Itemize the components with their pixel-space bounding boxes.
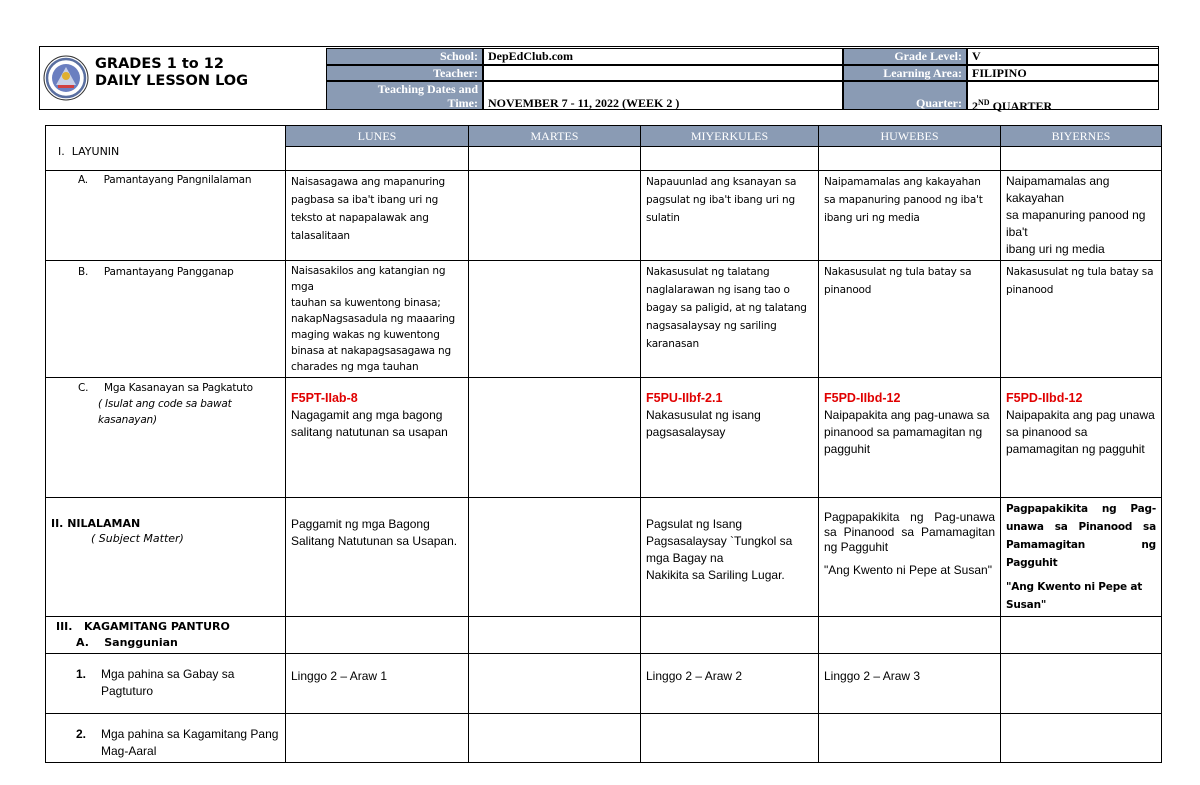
grade-level-label: Grade Level:: [843, 48, 967, 65]
document-title: [95, 56, 248, 90]
pangganap-miyerkules[interactable]: Nakasusulat ng talatang naglalarawan ng isang tao o bagay sa paligid, at ng talatang nagsasalaysay ng sariling karanasan: [641, 261, 819, 378]
quarter-label: Quarter:: [843, 81, 967, 110]
kasanayan-lunes-text: Nagagamit ang mga bagong salitang natutunan sa usapan: [291, 408, 448, 439]
day-lunes: LUNES: [286, 126, 469, 147]
learning-area-label: Learning Area:: [843, 65, 967, 81]
code-biyernes: F5PD-IIbd-12: [1006, 391, 1083, 405]
item-b-label: Pamantayang Pangganap: [103, 266, 234, 278]
kagamitan-miyerkules[interactable]: [641, 617, 819, 654]
quarter-field[interactable]: [967, 81, 1159, 113]
mag-aaral-row: [46, 714, 1162, 763]
nilalaman-biyernes[interactable]: [1001, 498, 1162, 617]
lesson-log-header: [39, 46, 1159, 113]
kasanayan-lunes[interactable]: [286, 378, 469, 498]
nilalaman-miyerkules[interactable]: [641, 498, 819, 617]
nilalaman-label: [46, 498, 286, 617]
mag-aaral-text: Mga pahina sa Kagamitang Pang Mag-Aaral: [101, 727, 279, 758]
pangganap-lunes-line2: tauhan sa kuwentong binasa;: [291, 297, 441, 309]
layunin-label: LAYUNIN: [71, 145, 120, 158]
kagamitan-title: [56, 619, 280, 635]
pangnilalaman-biyernes-line1: Naipamamalas ang kakayahan: [1006, 174, 1110, 205]
layunin-miyerkules[interactable]: [641, 147, 819, 171]
kasanayan-biyernes-text: Naipapakita ang pag unawa sa pinanood sa pamamagitan ng pagguhit: [1006, 408, 1155, 456]
quarter-text: QUARTER: [989, 99, 1053, 113]
code-huwebes: F5PD-IIbd-12: [824, 391, 901, 405]
layunin-number: I.: [58, 145, 65, 158]
gabay-text: Mga pahina sa Gabay sa Pagtuturo: [101, 667, 235, 698]
pamantayang-pangnilalaman-label: [46, 171, 286, 261]
pangnilalaman-biyernes-line3: ibang uri ng media: [1006, 242, 1105, 256]
kasanayan-huwebes-line1: Naipapakita ang pag-unawa sa: [824, 408, 990, 422]
nilalaman-sub: ( Subject Matter): [91, 532, 184, 545]
pangganap-lunes[interactable]: [286, 261, 469, 378]
mag-aaral-label-wrap: [76, 726, 280, 760]
pangganap-lunes-line1: Naisasakilos ang katangian ng mga: [291, 265, 446, 293]
day-martes: MARTES: [469, 126, 641, 147]
pamantayang-pangganap-row: [46, 261, 1162, 378]
pangnilalaman-biyernes-line2: sa mapanuring panood ng iba't: [1006, 208, 1146, 239]
kagamitan-huwebes[interactable]: [819, 617, 1001, 654]
kagamitan-martes[interactable]: [469, 617, 641, 654]
quarter-suffix: ND: [978, 98, 990, 107]
mag-aaral-lunes[interactable]: [286, 714, 469, 763]
item-c-label: Mga Kasanayan sa Pagkatuto: [103, 382, 253, 394]
nilalaman-title: II. NILALAMAN: [51, 517, 141, 530]
nilalaman-miyerkules-line1: Pagsulat ng Isang Pagsasalaysay `Tungkol sa mga Bagay na: [646, 517, 793, 565]
mag-aaral-miyerkules[interactable]: [641, 714, 819, 763]
school-field[interactable]: DepEdClub.com: [483, 48, 843, 65]
nilalaman-lunes[interactable]: Paggamit ng mga Bagong Salitang Natutunan sa Usapan.: [286, 498, 469, 617]
day-header-row: [46, 126, 1162, 147]
pangganap-huwebes[interactable]: Nakasusulat ng tula batay sa pinanood: [819, 261, 1001, 378]
item-b-number: B.: [78, 266, 89, 278]
learning-area-field[interactable]: FILIPINO: [967, 65, 1159, 81]
nilalaman-biyernes-story: "Ang Kwento ni Pepe at Susan": [1006, 581, 1143, 611]
layunin-huwebes[interactable]: [819, 147, 1001, 171]
pangganap-biyernes-line1: Nakasusulat ng tula batay sa: [1006, 266, 1154, 278]
kasanayan-martes[interactable]: [469, 378, 641, 498]
kasanayan-row: [46, 378, 1162, 498]
gabay-label-wrap: [76, 666, 280, 700]
teacher-field[interactable]: [483, 65, 843, 81]
nilalaman-huwebes[interactable]: [819, 498, 1001, 617]
item-a-label: Pamantayang Pangnilalaman: [103, 174, 252, 186]
pangganap-lunes-line5: binasa at nakapagsasagawa ng: [291, 345, 451, 357]
kasanayan-huwebes-line2: pinanood sa pamamagitan ng: [824, 425, 983, 439]
gabay-martes[interactable]: [469, 654, 641, 714]
pangganap-lunes-line4: maging wakas ng kuwentong: [291, 329, 440, 341]
kasanayan-miyerkules[interactable]: [641, 378, 819, 498]
kagamitan-row: [46, 617, 1162, 654]
gabay-lunes[interactable]: Linggo 2 – Araw 1: [286, 654, 469, 714]
pangganap-biyernes[interactable]: [1001, 261, 1162, 378]
pangganap-biyernes-line2: pinanood: [1006, 284, 1054, 296]
kagamitan-lunes[interactable]: [286, 617, 469, 654]
kasanayan-note: ( Isulat ang code sa bawat kasanayan): [98, 398, 232, 426]
kagamitan-label: [46, 617, 286, 654]
nilalaman-martes[interactable]: [469, 498, 641, 617]
gabay-biyernes[interactable]: [1001, 654, 1162, 714]
layunin-martes[interactable]: [469, 147, 641, 171]
gabay-label: [46, 654, 286, 714]
deped-seal-logo: [42, 49, 90, 107]
code-lunes: F5PT-IIab-8: [291, 391, 358, 405]
nilalaman-huwebes-text: Pagpapakikita ng Pag-unawa sa Pinanood sa Pamamagitan ng Pagguhit: [824, 510, 995, 554]
sanggunian-text: Sanggunian: [104, 636, 178, 649]
school-label: School:: [326, 48, 483, 65]
kasanayan-title: [78, 380, 280, 396]
kasanayan-biyernes[interactable]: [1001, 378, 1162, 498]
title-line-1: GRADES 1 to 12: [95, 56, 224, 72]
kagamitan-number: III.: [56, 620, 73, 633]
mag-aaral-martes[interactable]: [469, 714, 641, 763]
teaching-dates-label: [326, 81, 483, 110]
kasanayan-huwebes[interactable]: [819, 378, 1001, 498]
pamantayang-pangnilalaman-row: [46, 171, 1162, 261]
grade-level-field[interactable]: V: [967, 48, 1159, 65]
day-biyernes: BIYERNES: [1001, 126, 1162, 147]
teaching-dates-field[interactable]: NOVEMBER 7 - 11, 2022 (WEEK 2 ): [483, 81, 843, 110]
mag-aaral-label: [46, 714, 286, 763]
item-c-number: C.: [78, 382, 89, 394]
quarter-number: 2: [972, 99, 978, 113]
day-huwebes: HUWEBES: [819, 126, 1001, 147]
pangnilalaman-huwebes[interactable]: Naipamamalas ang kakayahan sa mapanuring panood ng iba't ibang uri ng media: [819, 171, 1001, 261]
gabay-row: [46, 654, 1162, 714]
code-miyerkules: F5PU-IIbf-2.1: [646, 391, 723, 405]
title-line-2: DAILY LESSON LOG: [95, 73, 249, 89]
nilalaman-biyernes-text: Pagpapakikita ng Pag-unawa sa Pinanood sa Pamamagitan ng Pagguhit: [1006, 503, 1156, 569]
mag-aaral-biyernes[interactable]: [1001, 714, 1162, 763]
kasanayan-label: [46, 378, 286, 498]
kasanayan-miyerkules-text: Nakasusulat ng isang pagsasalaysay: [646, 408, 761, 439]
nilalaman-row: [46, 498, 1162, 617]
pangnilalaman-martes[interactable]: [469, 171, 641, 261]
sanggunian-label: [56, 635, 280, 651]
teaching-dates-label-line1: Teaching Dates and: [377, 82, 478, 96]
daily-lesson-table: [45, 125, 1162, 763]
nilalaman-huwebes-story: "Ang Kwento ni Pepe at Susan": [824, 563, 992, 577]
gabay-miyerkules[interactable]: Linggo 2 – Araw 2: [641, 654, 819, 714]
pangganap-martes[interactable]: [469, 261, 641, 378]
pangnilalaman-miyerkules[interactable]: Napauunlad ang ksanayan sa pagsulat ng iba't ibang uri ng sulatin: [641, 171, 819, 261]
pamantayang-pangganap-label: [46, 261, 286, 378]
gabay-huwebes[interactable]: Linggo 2 – Araw 3: [819, 654, 1001, 714]
layunin-lunes[interactable]: [286, 147, 469, 171]
item-a-number: A.: [78, 174, 88, 186]
pangganap-lunes-line3: nakapNagsasadula ng maaaring: [291, 313, 455, 325]
layunin-biyernes[interactable]: [1001, 147, 1162, 171]
nilalaman-miyerkules-line2: Nakikita sa Sariling Lugar.: [646, 568, 785, 582]
gabay-number: 1.: [76, 667, 87, 681]
pangnilalaman-lunes[interactable]: Naisasagawa ang mapanuring pagbasa sa iba't ibang uri ng teksto at napapalawak ang talasalitaan: [286, 171, 469, 261]
mag-aaral-huwebes[interactable]: [819, 714, 1001, 763]
pangganap-lunes-line6: charades ng mga tauhan: [291, 361, 419, 373]
mag-aaral-number: 2.: [76, 727, 87, 741]
teacher-label: Teacher:: [326, 65, 483, 81]
day-miyerkules: MIYERKULES: [641, 126, 819, 147]
layunin-heading: [46, 126, 286, 171]
sanggunian-number: A.: [76, 636, 89, 649]
teaching-dates-label-line2: Time:: [447, 96, 478, 110]
kagamitan-text: KAGAMITANG PANTURO: [83, 620, 230, 633]
pangnilalaman-biyernes[interactable]: [1001, 171, 1162, 261]
kasanayan-huwebes-line3: pagguhit: [824, 442, 871, 456]
kagamitan-biyernes[interactable]: [1001, 617, 1162, 654]
